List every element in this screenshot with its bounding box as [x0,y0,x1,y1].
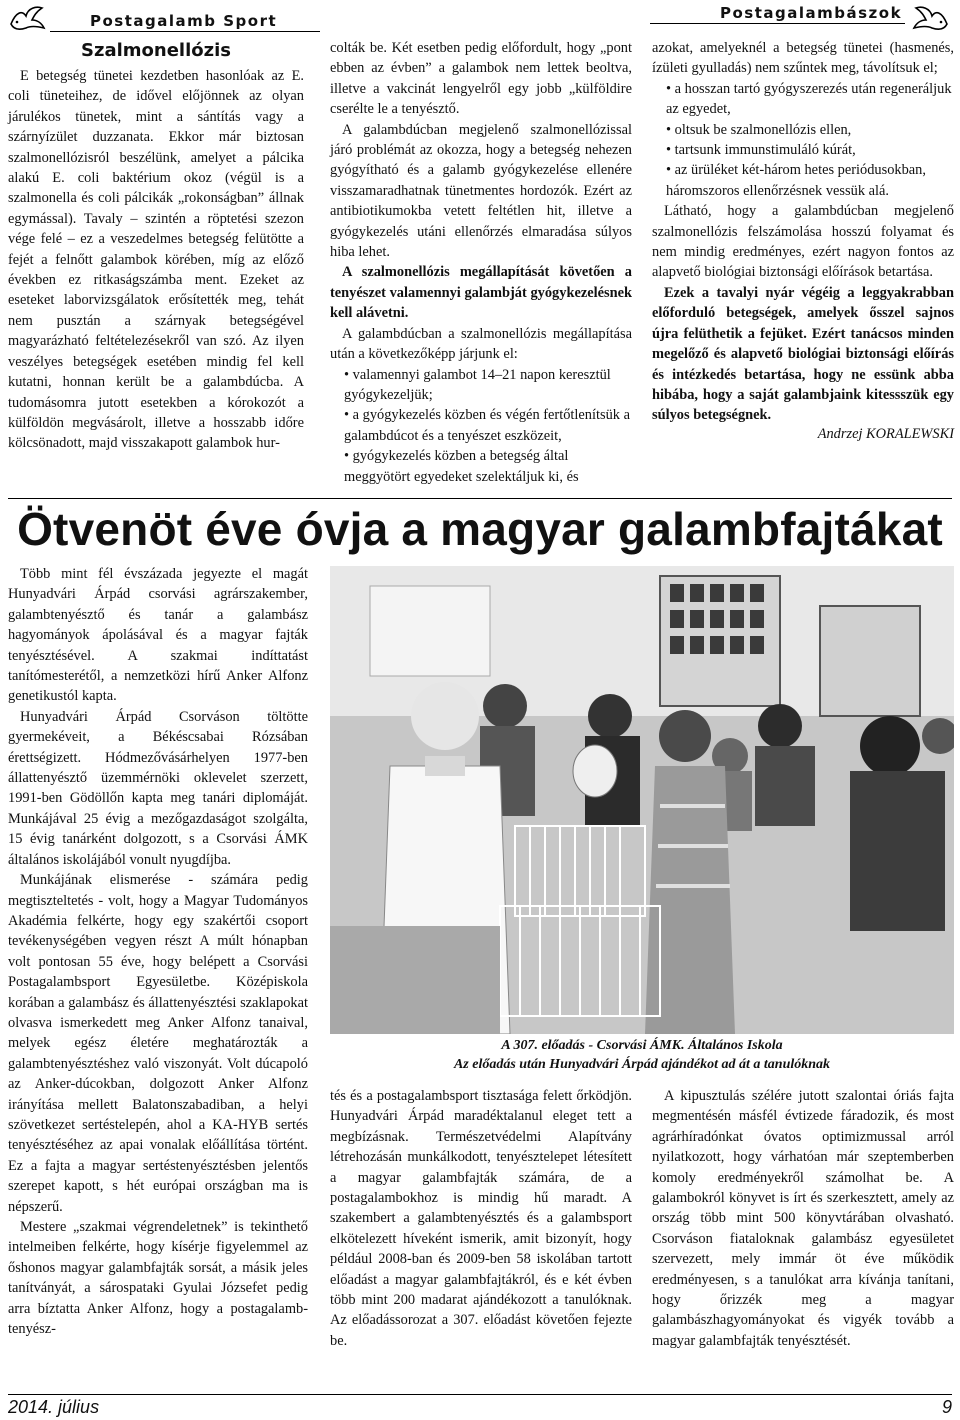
article2-col1-paragraph: Munkájának elismerése - számára pedig megtiszteltetés - volt, hogy a Magyar Tudományos Akadémia felkérte, hogy egy szakértői csoport tevékenységében vegyen részt A múlt hónapban volt pontosan 55 éve, hogy belépett a Csorvási Postagalambsport Egyesületbe. Középiskola korában a galambász és állattenyésztési szaklapokat olvasva ismerkedett meg Anker Alfonz tanaival, melyek egész életére meghatározták a galambtenyésztéshez való viszonyát. Volt dúcapoló az Anker-dúcokban, dolgozott Anker Alfonz irányítása mellett Balatonszabadiban, a helyi szövetkezet sertéstelepén, ahol a KA-HYB sertés tenyésztéséhez az apai vonalak előállítása történt. Ez a fajta a magyar sertéstenyésztésben jelentős szerepet kapott, s hét európai országban ma is népszerű. [8,872,308,1215]
article1-col3-bullet: • a hosszan tartó gyógyszerezés után regeneráljuk az egyedet, [666,80,952,118]
article2-col1-paragraph: Hunyadvári Árpád Csorváson töltötte gyermekéveit, a Békéscsabai Rózsában érettségizett. Hódmezővásárhelyen 1977-ben állattenyésztő üzemmérnöki oklevelet szerzett, 1991-ben Gödöllőn kapta meg tanári diplomáját. Munkájával 25 évig a mezőgazdaságot szolgálta, 15 évig tanárként dolgozott, s a Csorvási ÁMK általános iskolájából vonult nyugdíjba. [8,708,308,868]
article1-column-1 [8,66,304,454]
article1-col2-paragraph: colták be. Két esetben pedig előfordult, hogy „pont ebben az évben” a galambok nem lettek beoltva, illetve a vakcinát lengyelről egy jobb „külföldire cserélte le a tenyésztő. [330,40,632,118]
article1-col3-paragraph: azokat, amelyeknél a betegség tünetei (hasmenés, ízületi gyulladás) nem szűntek meg, távolítsuk el; [652,40,954,77]
article1-col2-paragraph: A galambdúcban megjelenő szalmonellózissal járó problémát az okozza, hogy a betegség nehezen gyógyítható és a galamb gyógykezelése ellenére visszamaradhatnak tünetmentes hordozók. Ezért az antibiotikumokba vetett feltétlen hit, illetve a gyógykezelés utáni ellenőrzés elmaradása súlyos hiba lehet. [330,121,632,261]
article1-col1-paragraph: E betegség tünetei kezdetben hasonlóak az E. coli tüneteihez, de idővel előjönnek az olyan járulékos tünetek, mint a sántítás vagy a szárnyízület duzzanata. Ekkor már biztosan szalmonellózisról beszélünk, amelyet a pálcika alakú E. coli baktérium okoz (végül is a szalmonella és coli pálcikák „rokonságban” állnak egymással). Tavaly – szintén a röptetési szezon vége felé – ez a veszedelmes betegség felütötte a fejét a felnőtt galambok körében, míg az előző években ez ritkaságszámba ment. Ezeket az eseteket laborvizsgálatok erősítették meg, tehát nem pusztán a szárnyak betegségével magyarázható feltételezésekről van szó. Az ilyen veszélyes betegségek esetében mindig fel kell kutatni, honnan került be a galambdúcba. A tudomásomra jutott esetekben a kórokozót a külföldön megvásárolt, illetve a hosszabb időre kölcsönadott, majd visszakapott galambok hur- [8,68,304,452]
article2-separator-rule [8,498,952,499]
header-right-rule [650,23,905,24]
article2-column-2 [330,1086,632,1351]
article1-col3-bullet: • tartsunk immunstimuláló kúrát, [666,142,856,159]
footer-date: 2014. július [8,1397,100,1417]
article1-col3-bullet: • az ürüléket két-három hetes periódusokban, háromszoros ellenőrzésnek vessük alá. [666,162,926,199]
classroom-photo [330,566,954,1034]
article1-title: Szalmonellózis [81,40,231,61]
article2-column-1 [8,564,308,1339]
header-left-title: Postagalamb Sport [90,12,278,30]
article1-col2-bold-paragraph: A szalmonellózis megállapítását követően a tenyészet valamennyi galambját gyógykezelésnek kell alávetni. [330,264,632,322]
article2-col2-paragraph: tés és a postagalambsport tisztasága felett őrködjön. Hunyadvári Árpád maradéktalanul eleget tett a megbízásnak. Természetvédelmi Alapítvány létrehozásán munkálkodott, tenyésztelepet létesített a magyar galambfajták számára, de a postagalambokhoz is mindig hű maradt. A szakembert a galambtenyésztés és a galambsport elkötelezett híveként ismerik, amit bizonyít, hogy például 2008-ban és 2009-ben 58 iskolában tartott előadást a magyar galambfajtákról, és e két évben több mint 200 madarat ajándékozott a tanulóknak. Az előadássorozat a 307. előadást követően fejezte be. [330,1088,632,1349]
article2-column-3 [652,1086,954,1351]
pigeon-logo-right-icon [912,4,950,34]
article2-col1-paragraph: Mestere „szakmai végrendeletnek” is tekinthető intelmeiben felkérte, hogy kísérje figyelemmel az őshonos magyar galambfajták sorsát, a másik jeles tanítványát, a sárospataki Gyulai Józsefet pedig arra bíztatta Anker Alfonz, hogy a postagalamb-tenyész- [8,1219,308,1338]
article1-column-2 [330,38,632,487]
header-right-title: Postagalambászok [720,4,903,22]
header-left-rule [50,31,320,32]
photo-caption-line-2: Az előadás után Hunyadvári Árpád ajándékot ad át a tanulóknak [453,1057,831,1072]
article1-col2-bullet: • valamennyi galambot 14–21 napon keresztül gyógykezeljük; [344,366,611,403]
photo-caption-line-1: A 307. előadás - Csorvási ÁMK. Általános Iskola [501,1038,783,1053]
article1-col3-bold-paragraph: Ezek a tavalyi nyár végéig a leggyakrabban előforduló betegségek, amelyek ősszel sajnos újra felüthetik a fejüket. Ezért tanácsos minden megelőző és alapvető biológiai biztonsági előírás és intézkedés betartása, hogy ne essünk abba hibába, hogy a saját galambjaink kitessszük egy súlyos betegségnek. [652,284,954,424]
pigeon-logo-left-icon [8,4,46,34]
article1-signature: Andrzej KORALEWSKI [817,425,954,442]
article2-col3-paragraph: A kipusztulás szélére jutott szalontai óriás fajta megmentésén másfél évtizede fáradozik, és most agrárhíradónkat óvatos optimizmussal arról nyilatkozott, hogy várhatóan már szeptemberben komoly eredményekről számolhat be. A galambokról könyvet is írt és szerkesztett, amely az ország több mint 500 könyvtárában olvasható. Csorváson fiataloknak galambász egyesületet szervezett, mely immár öt éve működik eredményesen, s a tanulókat arra kívánja tanítani, hogy őrizzék meg a magyar galambászhagyományokat és vigyék tovább a magyar galambfajták tenyésztését. [652,1088,954,1349]
article1-col2-bullet: • a gyógykezelés közben és végén fertőtlenítsük a galambdúcot és a tenyészet eszközeit, [344,407,630,444]
article1-col2-bullet: • gyógykezelés közben a betegség által meggyötört egyedeket szelektáljuk ki, és [344,448,579,485]
article2-col1-paragraph: Több mint fél évszázada jegyezte el magát Hunyadvári Árpád csorvási agrárszakember, galambtenyésztő és tanár a galambász hagyományok ápolásával és a magyar fajták tenyésztésével. A szakmai indíttatást tanítómesterétől, a nemzetközi hírű Anker Alfonz genetikustól kapta. [8,566,308,705]
article1-col2-paragraph: A galambdúcban a szalmonellózis megállapítása után a következőképp járjunk el: [330,325,632,363]
article1-col3-bullet: • oltsuk be szalmonellózis ellen, [666,121,852,138]
article2-title: Ötvenöt éve óvja a magyar galambfajtákat [17,503,943,555]
page-number: 9 [941,1397,952,1417]
article1-col3-paragraph: Látható, hogy a galambdúcban megjelenő szalmonellózis felszámolása hosszú folyamat és nem mindig eredményes, ezért nagyon fontos az alapvető biológiai biztonsági előírások betartása. [652,203,954,281]
article1-column-3 [652,38,954,443]
footer-rule [8,1394,952,1395]
